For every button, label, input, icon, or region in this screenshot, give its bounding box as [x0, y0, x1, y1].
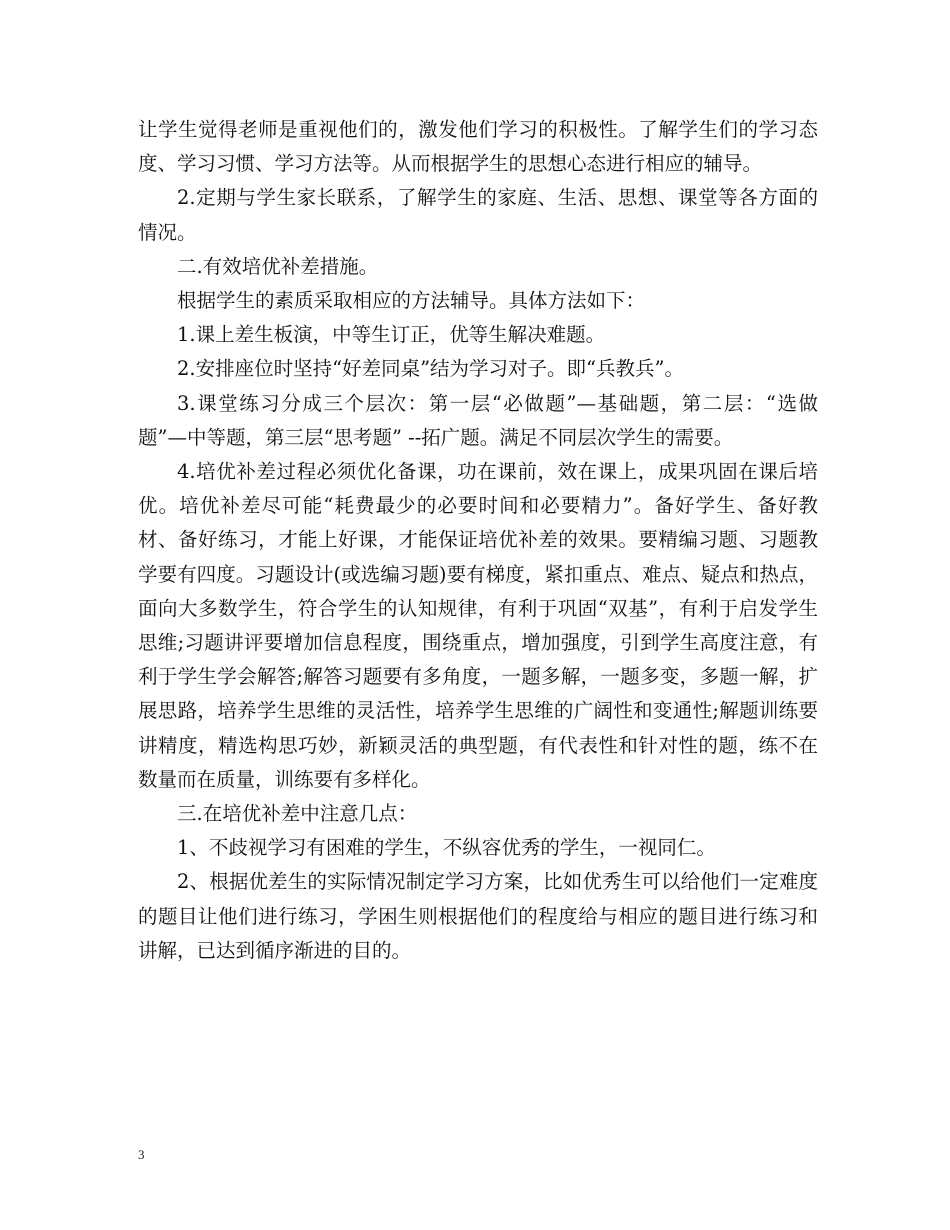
- page-number: 3: [138, 1147, 145, 1162]
- paragraph-6: 2.安排座位时坚持“好差同桌”结为学习对子。即“兵教兵”。: [177, 357, 684, 381]
- paragraph-1: 让学生觉得老师是重视他们的，激发他们学习的积极性。了解学生们的学习态度、学习习惯、学习方法等。从而根据学生的思想心态进行相应的辅导。: [138, 118, 818, 176]
- paragraph-8: 4.培优补差过程必须优化备课，功在课前，效在课上，成果巩固在课后培优。培优补差尽可能“耗费最少的必要时间和必要精力”。备好学生、备好教材、备好练习，才能上好课，才能保证培优补差的效果。要精编习题、习题教学要有四度。习题设计(或选编习题)要有梯度，紧扣重点、难点、疑点和热点，面向大多数学生，符合学生的认知规律，有利于巩固“双基”，有利于启发学生思维;习题讲评要增加信息程度，围绕重点，增加强度，引到学生高度注意，有利于学生学会解答;解答习题要有多角度，一题多解，一题多变，多题一解，扩展思路，培养学生思维的灵活性，培养学生思维的广阔性和变通性;解题训练要讲精度，精选构思巧妙，新颖灵活的典型题，有代表性和针对性的题，练不在数量而在质量，训练要有多样化。: [138, 460, 818, 791]
- document-body: [138, 113, 818, 968]
- paragraph-11: 2、根据优差生的实际情况制定学习方案，比如优秀生可以给他们一定难度的题目让他们进行练习，学困生则根据他们的程度给与相应的题目进行练习和讲解，已达到循序渐进的目的。: [138, 870, 818, 962]
- paragraph-4: 根据学生的素质采取相应的方法辅导。具体方法如下：: [177, 289, 646, 313]
- paragraph-2: 2.定期与学生家长联系，了解学生的家庭、生活、思想、课堂等各方面的情况。: [138, 186, 818, 244]
- section-heading-3: 三.在培优补差中注意几点：: [177, 802, 418, 826]
- paragraph-10: 1、不歧视学习有困难的学生，不纵容优秀的学生，一视同仁。: [177, 836, 716, 860]
- paragraph-5: 1.课上差生板演，中等生订正，优等生解决难题。: [177, 323, 606, 347]
- paragraph-7: 3.课堂练习分成三个层次：第一层“必做题”—基础题，第二层：“选做题”—中等题，第三层“思考题” --拓广题。满足不同层次学生的需要。: [138, 391, 818, 449]
- section-heading-2: 二.有效培优补差措施。: [177, 254, 379, 278]
